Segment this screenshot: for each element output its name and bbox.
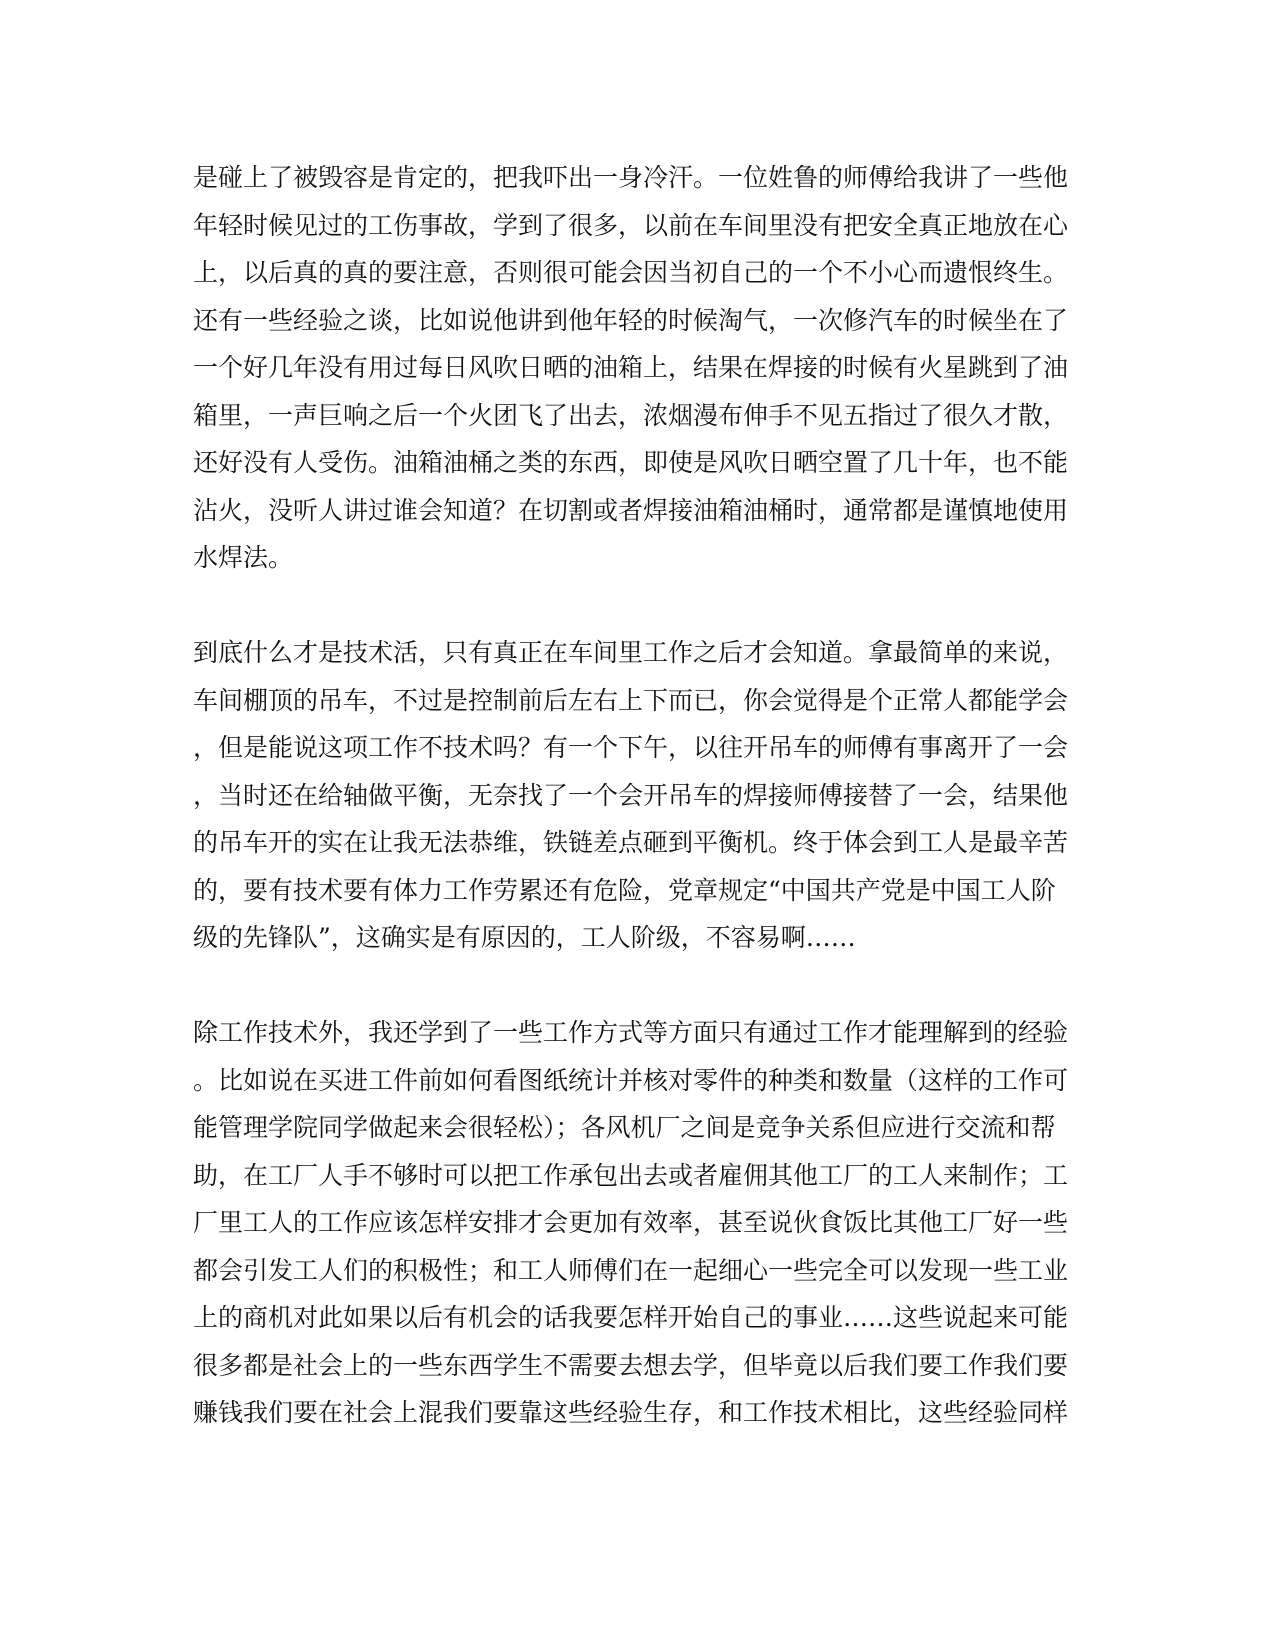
text-line: ，当时还在给轴做平衡，无奈找了一个会开吊车的焊接师傅接替了一会，结果他 xyxy=(193,780,1069,810)
text-line: 还有一些经验之谈，比如说他讲到他年轻的时候淘气，一次修汽车的时候坐在了 xyxy=(193,305,1069,335)
paragraph-spacer xyxy=(193,582,1075,630)
text-line: 沾火，没听人讲过谁会知道？在切割或者焊接油箱油桶时，通常都是谨慎地使用 xyxy=(193,495,1069,525)
text-line: 还好没有人受伤。油箱油桶之类的东西，即使是风吹日晒空置了几十年，也不能 xyxy=(193,448,1069,477)
text-line: 都会引发工人们的积极性；和工人师傅们在一起细心一些完全可以发现一些工业 xyxy=(193,1255,1069,1285)
text-line: 很多都是社会上的一些东西学生不需要去想去学，但毕竟以后我们要工作我们要 xyxy=(193,1350,1069,1380)
text-line: 水焊法。 xyxy=(193,543,294,572)
text-line: 上的商机对此如果以后有机会的话我要怎样开始自己的事业……这些说起来可能 xyxy=(193,1303,1069,1332)
document-body xyxy=(193,154,1075,1437)
text-line: 车间棚顶的吊车，不过是控制前后左右上下而已，你会觉得是个正常人都能学会 xyxy=(193,685,1069,715)
text-line: 箱里，一声巨响之后一个火团飞了出去，浓烟漫布伸手不见五指过了很久才散， xyxy=(193,400,1069,430)
text-line: ，但是能说这项工作不技术吗？有一个下午，以往开吊车的师傅有事离开了一会 xyxy=(193,733,1069,762)
text-line: 年轻时候见过的工伤事故，学到了很多，以前在车间里没有把安全真正地放在心 xyxy=(193,210,1069,240)
paragraph-1 xyxy=(193,154,1075,582)
text-line: 上，以后真的真的要注意，否则很可能会因当初自己的一个不小心而遗恨终生。 xyxy=(193,258,1069,287)
text-line: 的，要有技术要有体力工作劳累还有危险，党章规定“中国共产党是中国工人阶 xyxy=(193,875,1056,905)
text-line: 是碰上了被毁容是肯定的，把我吓出一身冷汗。一位姓鲁的师傅给我讲了一些他 xyxy=(193,163,1069,192)
text-line: 能管理学院同学做起来会很轻松）；各风机厂之间是竞争关系但应进行交流和帮 xyxy=(193,1113,1056,1142)
text-line: 厂里工人的工作应该怎样安排才会更加有效率，甚至说伙食饭比其他工厂好一些 xyxy=(193,1208,1069,1237)
paragraph-2 xyxy=(193,629,1075,962)
text-line: 助，在工厂人手不够时可以把工作承包出去或者雇佣其他工厂的工人来制作；工 xyxy=(193,1160,1069,1190)
text-line: 一个好几年没有用过每日风吹日晒的油箱上，结果在焊接的时候有火星跳到了油 xyxy=(193,353,1069,382)
text-line: 级的先锋队”，这确实是有原因的，工人阶级，不容易啊…… xyxy=(193,923,856,952)
text-line: 赚钱我们要在社会上混我们要靠这些经验生存，和工作技术相比，这些经验同样 xyxy=(193,1398,1069,1427)
text-line: 到底什么才是技术活，只有真正在车间里工作之后才会知道。拿最简单的来说， xyxy=(193,638,1069,667)
paragraph-3 xyxy=(193,1009,1075,1437)
text-line: 。比如说在买进工件前如何看图纸统计并核对零件的种类和数量（这样的工作可 xyxy=(193,1065,1069,1095)
paragraph-spacer xyxy=(193,962,1075,1010)
text-line: 除工作技术外，我还学到了一些工作方式等方面只有通过工作才能理解到的经验 xyxy=(193,1018,1069,1047)
text-line: 的吊车开的实在让我无法恭维，铁链差点砸到平衡机。终于体会到工人是最辛苦 xyxy=(193,828,1069,857)
